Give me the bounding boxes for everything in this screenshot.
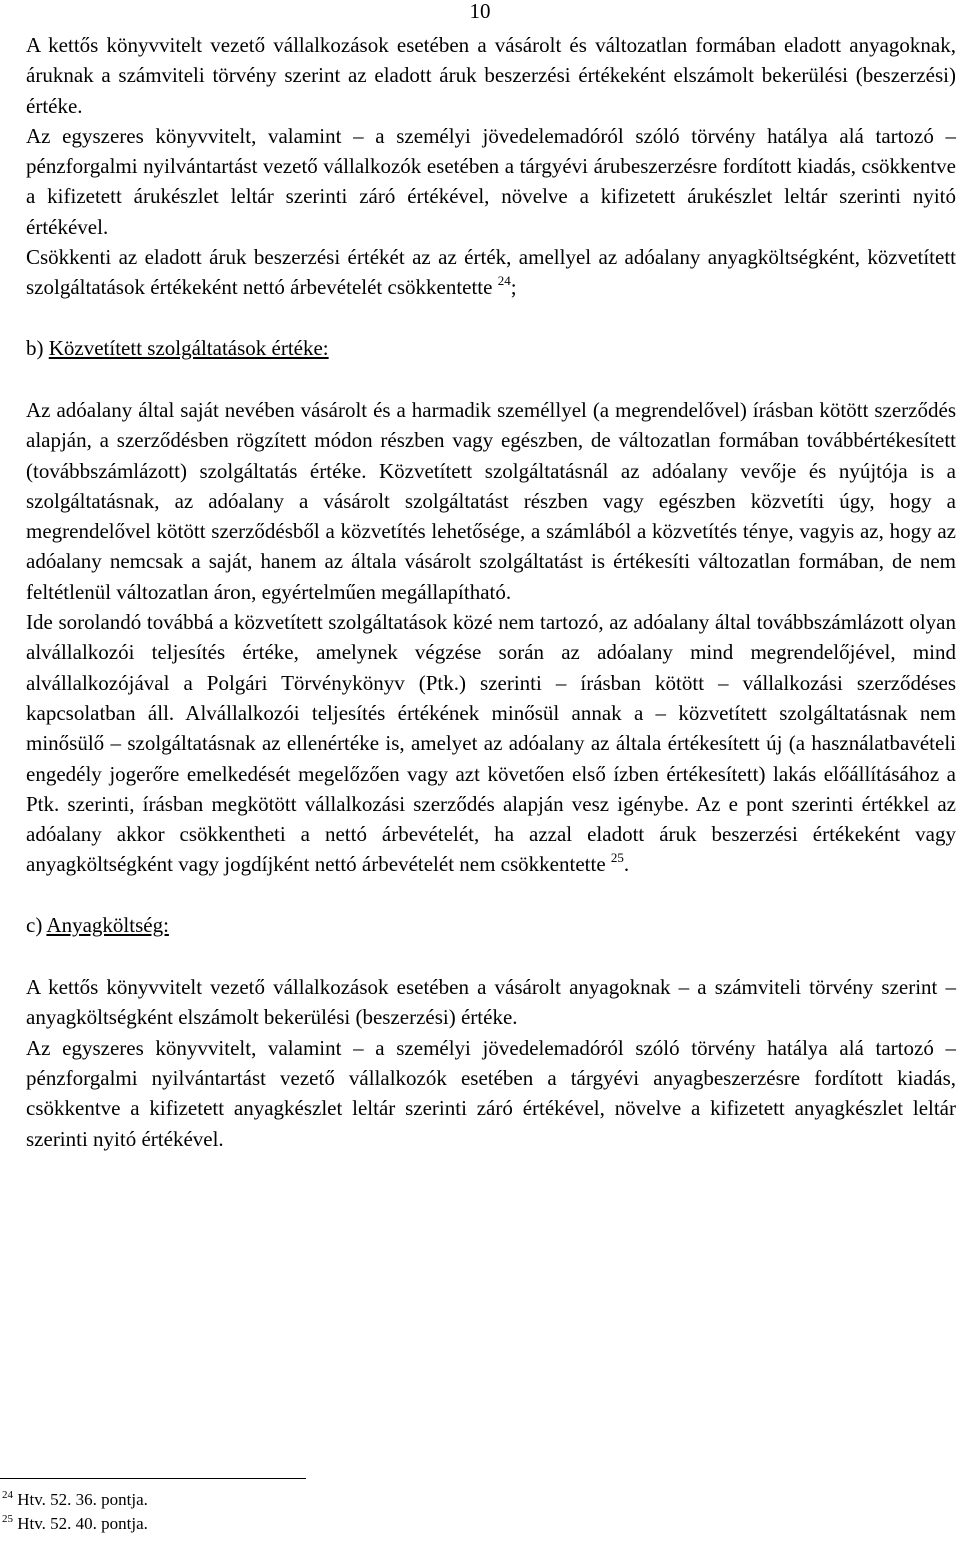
paragraph-single-entry-materials: Az egyszeres könyvvitelt, valamint – a személyi jövedelemadóról szóló törvény hatálya alá tartozó – pénzforgalmi nyilvántartást vezető vállalkozók esetében a tárgyévi anyagbeszerzésre fordított kiadás, csökkentve a kifizetett anyagkészlet leltár szerinti záró értékével, növelve a kifizetett anyagkészlet leltár szerinti nyitó értékével. <box>26 1035 956 1151</box>
paragraph-single-entry-goods: Az egyszeres könyvvitelt, valamint – a személyi jövedelemadóról szóló törvény hatálya alá tartozó – pénzforgalmi nyilvántartást vezető vállalkozók esetében a tárgyévi árubeszerzésre fordított kiadás, csökkentve a kifizetett árukészlet leltár szerinti záró értékével, növelve a kifizetett árukészlet leltár szerinti nyitó értékével. <box>26 123 956 239</box>
paragraph-text: Csökkenti az eladott áruk beszerzési értékét az az érték, amellyel az adóalany anyagköltségként, közvetített szolgáltatások értékeként nettó árbevételét csökkentette <box>26 245 956 300</box>
section-heading-c <box>26 910 956 940</box>
footnote-text: Htv. 52. 40. pontja. <box>17 1514 148 1533</box>
paragraph-double-entry-materials: A kettős könyvvitelt vezető vállalkozások esetében a vásárolt anyagoknak – a számviteli törvény szerint – anyagköltségként elszámolt bekerülési (beszerzési) értéke. <box>26 975 956 1030</box>
footnote-number: 25 <box>2 1513 13 1525</box>
section-heading-b <box>26 333 956 363</box>
paragraph-end: . <box>623 852 630 877</box>
footnote-ref-25: 25 <box>610 850 624 866</box>
paragraph-double-entry-goods: A kettős könyvvitelt vezető vállalkozások esetében a vásárolt és változatlan formában eladott anyagoknak, áruknak a számviteli törvény szerint az eladott áruk beszerzési értékeként elszámolt bekerülési (beszerzési) értéke. <box>26 33 956 118</box>
footnote-number: 24 <box>2 1489 13 1501</box>
paragraph-subcontractor <box>26 607 956 880</box>
paragraph-end: ; <box>510 275 517 300</box>
footnote-25 <box>2 1512 902 1536</box>
section-label-b: b) <box>26 335 44 360</box>
paragraph-text: Ide sorolandó továbbá a közvetített szolgáltatások közé nem tartozó, az adóalany által továbbszámlázott olyan alvállalkozói teljesítés értéke, amelynek végzése során az adóalany mind megrendelőjével, mind alvállalkozójával a Polgári Törvénykönyv (Ptk.) szerinti – írásban kötött – vállalkozási szerződéses kapcsolatban áll. Alvállalkozói teljesítés értékének minősül annak a – közvetített szolgáltatásnak nem minősülő – szolgáltatásnak az ellenértéke is, amelyet az adóalany az általa értékesített új (a használatbavételi engedély jogerőre emelkedését megelőzően vagy azt követően első ízben értékesített) lakás előállításához a Ptk. szerinti, írásban megkötött vállalkozási szerződés alapján vesz igénybe. Az e pont szerinti értékkel az adóalany akkor csökkentheti a nettó árbevételét, ha azzal eladott áruk beszerzési értékeként vagy anyagköltségként vagy jogdíjként nettó árbevételét nem csökkentette <box>26 610 956 877</box>
footnote-ref-24: 24 <box>497 273 511 289</box>
document-body <box>26 30 956 1154</box>
page-number: 10 <box>469 0 491 23</box>
section-title-c: Anyagköltség: <box>46 912 169 937</box>
section-title-b: Közvetített szolgáltatások értéke: <box>48 335 329 360</box>
paragraph-mediated-services: Az adóalany által saját nevében vásárolt és a harmadik személlyel (a megrendelővel) írásban kötött szerződés alapján, a szerződésben rögzített módon részben vagy egészben, de változatlan formában továbbértékesített (továbbszámlázott) szolgáltatás értéke. Közvetített szolgáltatásnál az adóalany vevője és nyújtója is a szolgáltatásnak, az adóalany a vásárolt szolgáltatást részben vagy egészben közvetíti úgy, hogy a megrendelővel kötött szerződésből a közvetítés lehetősége, a számlából a közvetítés ténye, vagyis az, hogy az adóalany nemcsak a saját, hanem az általa vásárolt szolgáltatást is értékesíti változatlan formában, de nem feltétlenül változatlan áron, egyértelműen megállapítható. <box>26 397 956 604</box>
paragraph-reduction-goods <box>26 242 956 303</box>
footnote-text: Htv. 52. 36. pontja. <box>17 1490 148 1509</box>
footnote-24 <box>2 1488 902 1512</box>
section-label-c: c) <box>26 912 43 937</box>
footnote-divider <box>0 1478 306 1479</box>
footnotes <box>2 1488 902 1536</box>
